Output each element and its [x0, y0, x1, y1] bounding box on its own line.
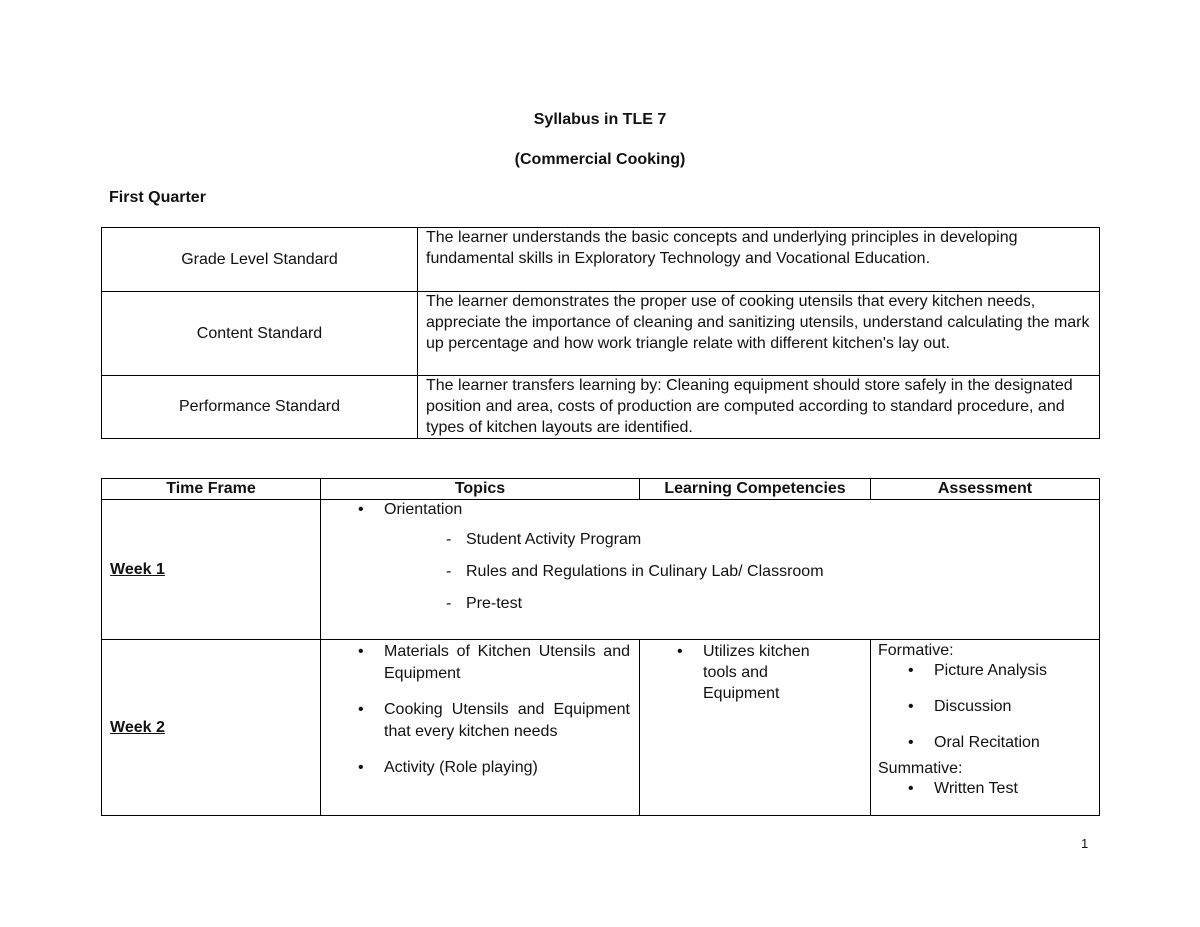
- list-item: • Materials of Kitchen Utensils and Equipment: [322, 641, 638, 685]
- summative-label: Summative:: [878, 760, 963, 777]
- week1-topics-cell: [321, 500, 1100, 640]
- week2-assessment-cell: [871, 640, 1100, 816]
- week2-competency-cell: [640, 640, 871, 816]
- topic-list: [322, 641, 638, 779]
- standard-label: Content Standard: [102, 292, 418, 376]
- column-header: Time Frame: [102, 479, 321, 500]
- column-header: Learning Competencies: [640, 479, 871, 500]
- list-item: • Cooking Utensils and Equipment that every kitchen needs: [322, 699, 638, 743]
- week2-row: [102, 640, 1100, 816]
- formative-list: [872, 661, 1098, 753]
- week1-row: [102, 500, 1100, 640]
- lesson-plan-table: [101, 478, 1100, 816]
- list-item: • Discussion: [872, 697, 1098, 717]
- standard-row: [102, 228, 1100, 292]
- week-label: Week 2: [102, 640, 321, 816]
- list-item: - Rules and Regulations in Culinary Lab/ Classroom: [322, 563, 1098, 581]
- standard-text: The learner understands the basic concepts and underlying principles in developing fundamental skills in Exploratory Technology and Vocational Education.: [418, 228, 1100, 292]
- week2-topics-cell: [321, 640, 640, 816]
- topic-list: [322, 501, 1098, 519]
- page-number: 1: [1081, 836, 1089, 851]
- list-item: • Oral Recitation: [872, 733, 1098, 753]
- subtopic-list: [322, 531, 1098, 613]
- standards-table: [101, 227, 1100, 439]
- week-label: Week 1: [102, 500, 321, 640]
- list-item: • Orientation: [322, 501, 1098, 519]
- document-title: Syllabus in TLE 7: [533, 111, 667, 128]
- formative-label: Formative:: [878, 642, 954, 659]
- list-item: • Written Test: [872, 779, 1098, 799]
- standard-row: [102, 376, 1100, 439]
- standard-text: The learner transfers learning by: Cleaning equipment should store safely in the designated position and area, costs of production are computed according to standard procedure, and types of kitchen layouts are identified.: [418, 376, 1100, 439]
- column-header: Assessment: [871, 479, 1100, 500]
- list-item: • Picture Analysis: [872, 661, 1098, 681]
- list-item: • Activity (Role playing): [322, 757, 638, 779]
- standard-label: Grade Level Standard: [102, 228, 418, 292]
- quarter-heading: First Quarter: [109, 189, 206, 206]
- document-subtitle: (Commercial Cooking): [514, 151, 686, 168]
- standard-row: [102, 292, 1100, 376]
- list-item: • Utilizes kitchen tools and Equipment: [641, 641, 869, 704]
- table-header-row: [102, 479, 1100, 500]
- list-item: - Student Activity Program: [322, 531, 1098, 549]
- competency-list: [641, 641, 869, 704]
- standard-label: Performance Standard: [102, 376, 418, 439]
- list-item: - Pre-test: [322, 595, 1098, 613]
- column-header: Topics: [321, 479, 640, 500]
- standard-text: The learner demonstrates the proper use of cooking utensils that every kitchen needs, appreciate the importance of cleaning and sanitizing utensils, understand calculating the mark up percentage and how work triangle relate with different kitchen's lay out.: [418, 292, 1100, 376]
- summative-list: [872, 779, 1098, 799]
